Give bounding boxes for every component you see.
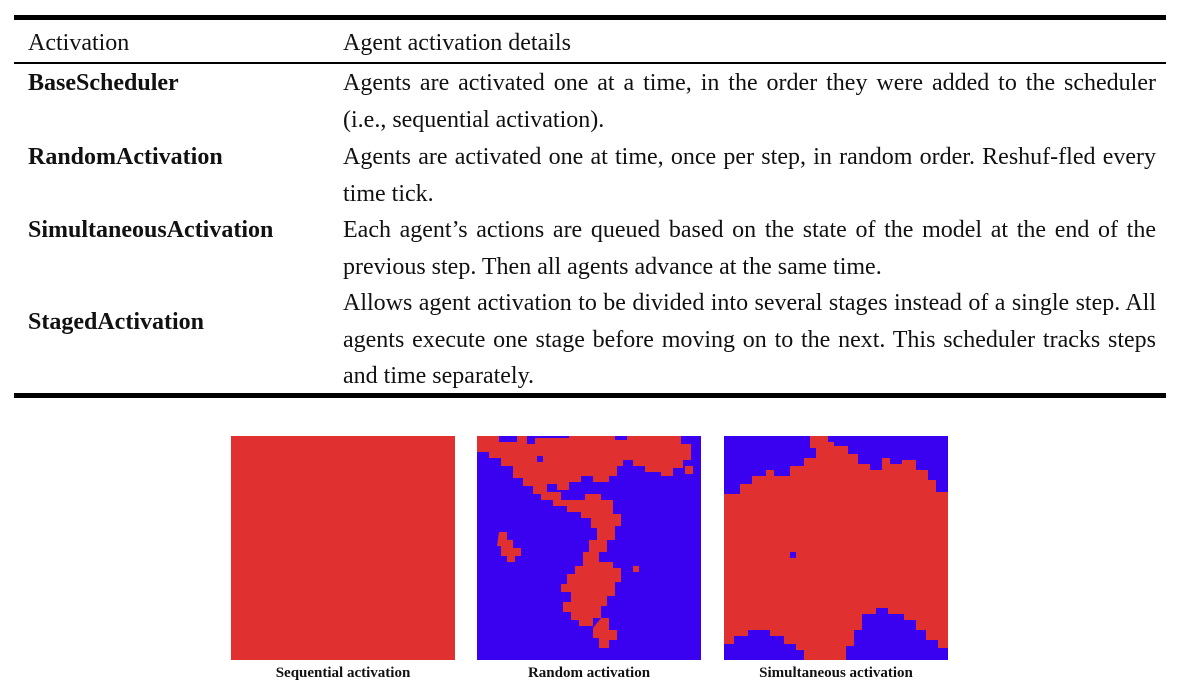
caption-sequential: Sequential activation — [275, 665, 411, 681]
row-name-simultaneousactivation: SimultaneousActivation — [28, 217, 274, 243]
random-blue-speck-1 — [537, 456, 543, 462]
caption-simultaneous: Simultaneous activation — [759, 665, 913, 681]
row-desc-stagedactivation: Allows agent activation to be divided into several stages instead of a single step. All agents execute one stage before moving on to the next. This scheduler tracks steps and time separately. — [343, 290, 1156, 389]
sequential-red-field — [231, 436, 455, 660]
row-name-basescheduler: BaseScheduler — [28, 70, 179, 96]
table-top-rule — [14, 15, 1166, 20]
table-bottom-rule — [14, 393, 1166, 398]
row-name-randomactivation: RandomActivation — [28, 144, 223, 170]
row-name-stagedactivation: StagedActivation — [28, 309, 204, 335]
row-desc-basescheduler: Agents are activated one at a time, in the order they were added to the scheduler (i.e., sequential activation). — [343, 70, 1156, 133]
header-activation: Activation — [28, 30, 130, 56]
simultaneous-blue-speck — [790, 552, 796, 558]
sequential-grid-image — [231, 436, 455, 660]
row-desc-randomactivation: Agents are activated one at time, once per step, in random order. Reshuf-fled every time tick. — [343, 144, 1156, 207]
simultaneous-grid-image — [724, 436, 948, 660]
panel-random — [477, 436, 701, 660]
panel-simultaneous — [724, 436, 948, 660]
random-grid-image — [477, 436, 701, 660]
table-header-rule — [14, 62, 1166, 64]
row-desc-simultaneousactivation: Each agent’s actions are queued based on the state of the model at the end of the previous step. Then all agents advance at the same time. — [343, 217, 1156, 280]
random-red-speck-2 — [633, 566, 639, 572]
panel-sequential — [231, 436, 455, 660]
random-red-speck-1 — [685, 466, 693, 474]
caption-random: Random activation — [527, 665, 651, 681]
header-details: Agent activation details — [343, 30, 571, 56]
